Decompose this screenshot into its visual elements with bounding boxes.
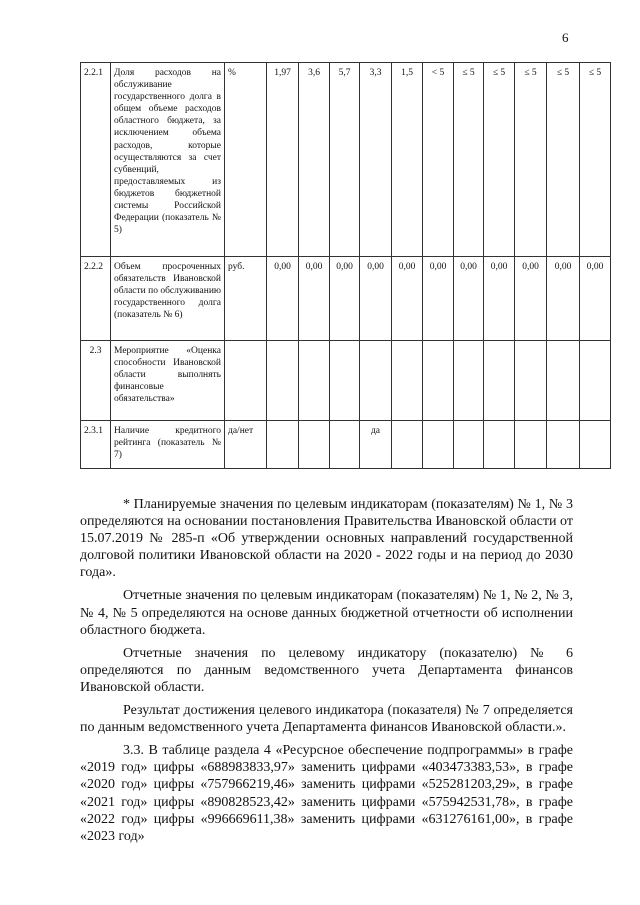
value-cell bbox=[484, 421, 515, 469]
value-cell bbox=[580, 341, 611, 421]
value-cell: 0,00 bbox=[423, 257, 454, 341]
value-cell: 1,5 bbox=[392, 63, 423, 257]
value-cell: ≤ 5 bbox=[580, 63, 611, 257]
row-number: 2.3 bbox=[81, 341, 111, 421]
value-cell bbox=[392, 421, 423, 469]
table-row bbox=[81, 257, 611, 341]
indicators-table bbox=[80, 62, 611, 469]
indicator-name: Объем просроченных обязательств Ивановской области по обслуживанию государственного долга (показатель № 6) bbox=[111, 257, 225, 341]
unit-cell bbox=[225, 341, 267, 421]
value-cell bbox=[267, 341, 299, 421]
note-result-indicator-7: Результат достижения целевого индикатора (показателя) № 7 определяется по данным ведомственного учета Департамента финансов Ивановской области.». bbox=[80, 703, 573, 736]
value-cell: ≤ 5 bbox=[547, 63, 580, 257]
value-cell bbox=[392, 341, 423, 421]
value-cell bbox=[454, 341, 484, 421]
value-cell bbox=[484, 341, 515, 421]
value-cell bbox=[454, 421, 484, 469]
value-cell: 0,00 bbox=[547, 257, 580, 341]
value-cell: 0,00 bbox=[484, 257, 515, 341]
indicator-name: Мероприятие «Оценка способности Ивановской области выполнять финансовые обязательства» bbox=[111, 341, 225, 421]
row-number: 2.2.1 bbox=[81, 63, 111, 257]
value-cell bbox=[267, 421, 299, 469]
value-cell bbox=[299, 341, 330, 421]
value-cell: 3,6 bbox=[299, 63, 330, 257]
row-number: 2.3.1 bbox=[81, 421, 111, 469]
value-cell: ≤ 5 bbox=[484, 63, 515, 257]
value-cell bbox=[299, 421, 330, 469]
note-reported-value-6: Отчетные значения по целевому индикатору (показателю) № 6 определяются по данным ведомственного учета Департамента финансов Ивановской области. bbox=[80, 645, 573, 695]
row-number: 2.2.2 bbox=[81, 257, 111, 341]
unit-cell: да/нет bbox=[225, 421, 267, 469]
value-cell bbox=[547, 421, 580, 469]
value-cell bbox=[580, 421, 611, 469]
value-cell: 0,00 bbox=[267, 257, 299, 341]
notes-section bbox=[80, 496, 573, 851]
value-cell: 0,00 bbox=[580, 257, 611, 341]
note-reported-values-1-5: Отчетные значения по целевым индикаторам (показателям) № 1, № 2, № 3, № 4, № 5 определяются на основе данных бюджетной отчетности об исполнении областного бюджета. bbox=[80, 588, 573, 638]
value-cell: да bbox=[360, 421, 392, 469]
value-cell bbox=[360, 341, 392, 421]
table-row bbox=[81, 63, 611, 257]
table-row bbox=[81, 421, 611, 469]
indicator-name: Наличие кредитного рейтинга (показатель № 7) bbox=[111, 421, 225, 469]
value-cell bbox=[515, 341, 547, 421]
value-cell: 0,00 bbox=[515, 257, 547, 341]
value-cell: ≤ 5 bbox=[454, 63, 484, 257]
value-cell: 0,00 bbox=[454, 257, 484, 341]
value-cell: 5,7 bbox=[330, 63, 360, 257]
value-cell bbox=[547, 341, 580, 421]
value-cell: 0,00 bbox=[392, 257, 423, 341]
value-cell bbox=[423, 421, 454, 469]
indicator-name: Доля расходов на обслуживание государственного долга в общем объеме расходов областного бюджета, за исключением объема расходов, которые осуществляются за счет субвенций, предоставляемых из бюджетов бюджетной системы Российской Федерации (показатель № 5) bbox=[111, 63, 225, 257]
value-cell bbox=[330, 421, 360, 469]
unit-cell: руб. bbox=[225, 257, 267, 341]
unit-cell: % bbox=[225, 63, 267, 257]
page-number: 6 bbox=[562, 30, 569, 45]
value-cell bbox=[515, 421, 547, 469]
value-cell: 0,00 bbox=[330, 257, 360, 341]
value-cell: 0,00 bbox=[299, 257, 330, 341]
value-cell: ≤ 5 bbox=[515, 63, 547, 257]
value-cell bbox=[330, 341, 360, 421]
paragraph-3-3: 3.3. В таблице раздела 4 «Ресурсное обеспечение подпрограммы» в графе «2019 год» цифры «688983833,97» заменить цифрами «403473383,53», в графе «2020 год» цифры «757966219,46» заменить цифрами «525281203,29», в графе «2021 год» цифры «890828523,42» заменить цифрами «575942531,78», в графе «2022 год» цифры «996669611,38» заменить цифрами «631276161,00», в графе «2023 год» bbox=[80, 743, 573, 844]
value-cell: 0,00 bbox=[360, 257, 392, 341]
note-planned-values: * Планируемые значения по целевым индикаторам (показателям) № 1, № 3 определяются на основании постановления Правительства Ивановской области от 15.07.2019 № 285-п «Об утверждении основных направлений государственной долговой политики Ивановской области на 2020 - 2022 годы и на период до 2030 года». bbox=[80, 497, 573, 581]
table-row bbox=[81, 341, 611, 421]
value-cell: 3,3 bbox=[360, 63, 392, 257]
value-cell: < 5 bbox=[423, 63, 454, 257]
value-cell: 1,97 bbox=[267, 63, 299, 257]
value-cell bbox=[423, 341, 454, 421]
